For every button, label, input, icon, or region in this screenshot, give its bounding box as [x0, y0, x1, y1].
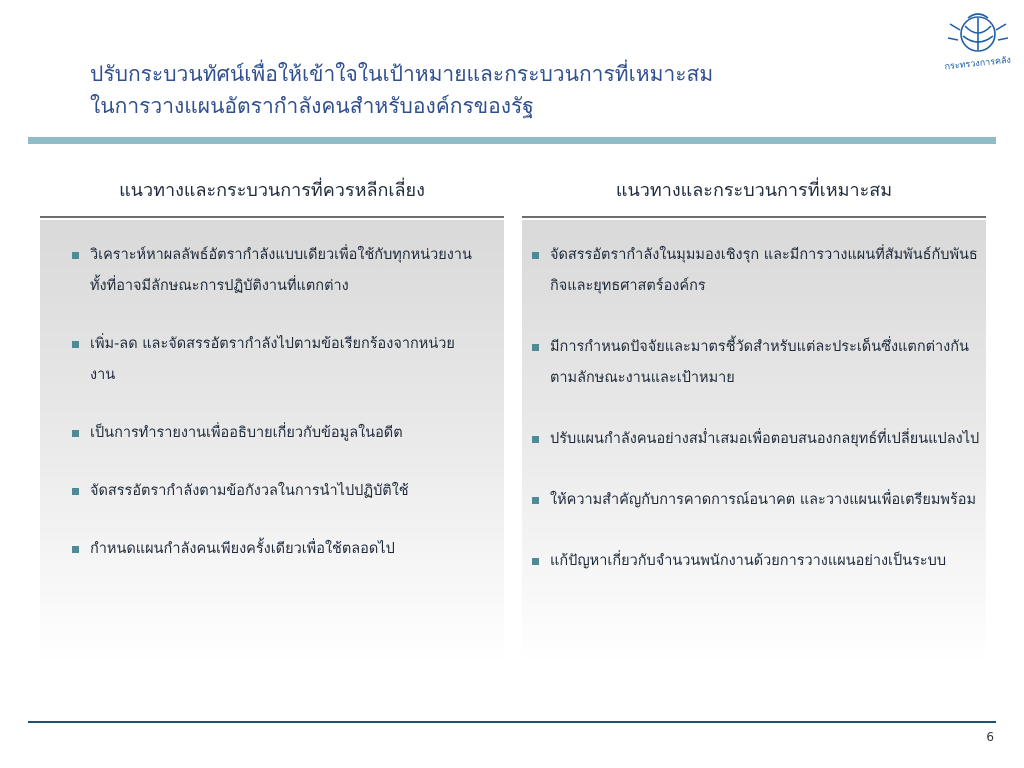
- list-item: [532, 424, 980, 455]
- list-item: [72, 329, 474, 391]
- appropriate-list: [522, 220, 986, 577]
- page-number: 6: [986, 730, 994, 744]
- list-item-text: กำหนดแผนกำลังคนเพียงครั้งเดียวเพื่อใช้ตลอดไป: [90, 541, 395, 557]
- left-column-heading: แนวทางและกระบวนการที่ควรหลีกเลี่ยง: [119, 180, 425, 201]
- list-item-text: เป็นการทำรายงานเพื่ออธิบายเกี่ยวกับข้อมูลในอดีต: [90, 425, 403, 441]
- right-heading-rule: [522, 216, 986, 218]
- page-title: [90, 58, 910, 122]
- garuda-emblem-icon: [938, 6, 1018, 74]
- right-panel: [522, 220, 986, 664]
- list-item: [72, 534, 474, 565]
- title-line-1: ปรับกระบวนทัศน์เพื่อให้เข้าใจในเป้าหมายและกระบวนการที่เหมาะสม: [90, 62, 714, 86]
- list-item: [532, 485, 980, 516]
- ministry-logo: [938, 6, 1018, 74]
- title-line-2: ในการวางแผนอัตรากำลังคนสำหรับองค์กรของรัฐ: [90, 94, 534, 118]
- list-item: [72, 418, 474, 449]
- list-item: [532, 546, 980, 577]
- list-item: [72, 240, 474, 302]
- list-item: [532, 240, 980, 302]
- list-item: [532, 332, 980, 394]
- list-item-text: วิเคราะห์หาผลลัพธ์อัตรากำลังแบบเดียวเพื่อใช้กับทุกหน่วยงานทั้งที่อาจมีลักษณะการปฏิบัติงานที่แตกต่าง: [90, 247, 472, 294]
- list-item-text: มีการกำหนดปัจจัยและมาตรชี้วัดสำหรับแต่ละประเด็นซึ่งแตกต่างกันตามลักษณะงานและเป้าหมาย: [550, 339, 969, 386]
- list-item-text: จัดสรรอัตรากำลังในมุมมองเชิงรุก และมีการวางแผนที่สัมพันธ์กับพันธกิจและยุทธศาสตร์องค์กร: [550, 247, 978, 294]
- list-item-text: เพิ่ม-ลด และจัดสรรอัตรากำลังไปตามข้อเรียกร้องจากหน่วยงาน: [90, 336, 455, 383]
- left-panel: [40, 220, 504, 664]
- square-bullet-icon: [532, 558, 539, 565]
- list-item-text: จัดสรรอัตรากำลังตามข้อกังวลในการนำไปปฏิบัติใช้: [90, 483, 409, 499]
- square-bullet-icon: [72, 488, 79, 495]
- square-bullet-icon: [532, 344, 539, 351]
- square-bullet-icon: [72, 252, 79, 259]
- left-heading-rule: [40, 216, 504, 218]
- square-bullet-icon: [532, 252, 539, 259]
- list-item-text: ให้ความสำคัญกับการคาดการณ์อนาคต และวางแผนเพื่อเตรียมพร้อม: [550, 492, 977, 508]
- square-bullet-icon: [72, 341, 79, 348]
- list-item: [72, 476, 474, 507]
- title-divider: [28, 137, 996, 144]
- square-bullet-icon: [72, 546, 79, 553]
- square-bullet-icon: [72, 430, 79, 437]
- square-bullet-icon: [532, 436, 539, 443]
- avoid-list: [40, 220, 504, 565]
- square-bullet-icon: [532, 497, 539, 504]
- footer-divider: [28, 721, 996, 723]
- list-item-text: แก้ปัญหาเกี่ยวกับจำนวนพนักงานด้วยการวางแผนอย่างเป็นระบบ: [550, 553, 947, 569]
- list-item-text: ปรับแผนกำลังคนอย่างสม่ำเสมอเพื่อตอบสนองกลยุทธ์ที่เปลี่ยนแปลงไป: [550, 431, 980, 447]
- logo-text: กระทรวงการคลัง: [944, 55, 1012, 73]
- right-column-heading: แนวทางและกระบวนการที่เหมาะสม: [615, 180, 893, 201]
